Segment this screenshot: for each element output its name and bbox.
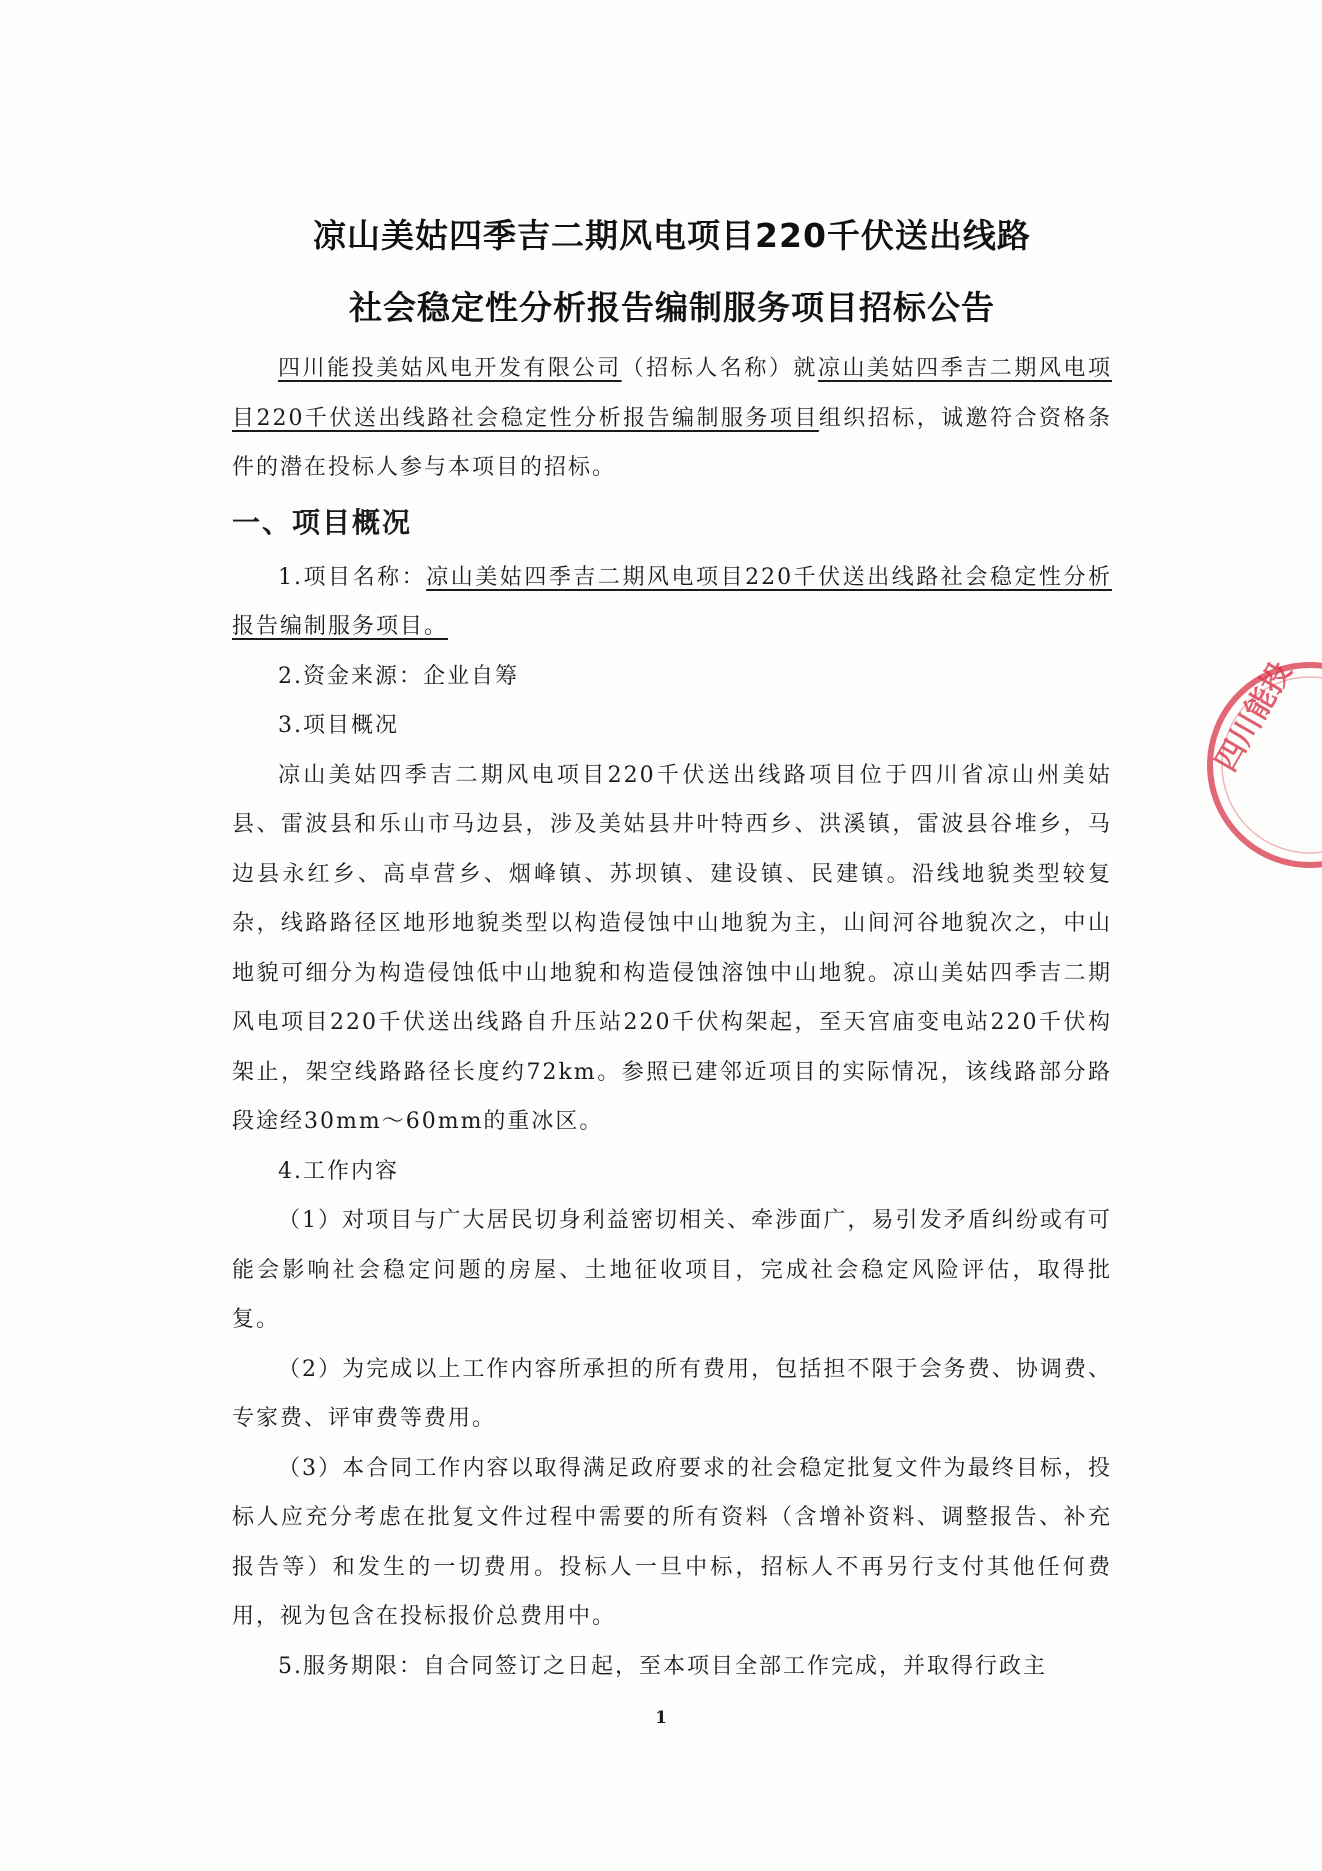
item-service-period: 5.服务期限：自合同签订之日起，至本项目全部工作完成，并取得行政主 bbox=[278, 1653, 1047, 1679]
document-title bbox=[232, 200, 1112, 344]
document-body bbox=[232, 200, 1112, 1691]
work-content-point-1: （1）对项目与广大居民切身利益密切相关、牵涉面广，易引发矛盾纠纷或有可能会影响社会稳定问题的房屋、土地征收项目，完成社会稳定风险评估，取得批复。 bbox=[232, 1208, 1112, 1332]
work-content-point-3: （3）本合同工作内容以取得满足政府要求的社会稳定批复文件为最终目标，投标人应充分考虑在批复文件过程中需要的所有资料（含增补资料、调整报告、补充报告等）和发生的一切费用。投标人一旦中标，招标人不再另行支付其他任何费用，视为包含在投标报价总费用中。 bbox=[232, 1455, 1112, 1629]
item-project-name bbox=[232, 553, 1112, 652]
item1-value: 凉山美姑四季吉二期风电项目220千伏送出线路社会稳定性分析报告编制服务项目。 bbox=[232, 564, 1112, 639]
company-seal bbox=[1200, 655, 1322, 875]
seal-text: 四川能投 bbox=[1208, 656, 1299, 778]
work-content-point-2: （2）为完成以上工作内容所承担的所有费用，包括担不限于会务费、协调费、专家费、评审费等费用。 bbox=[232, 1356, 1112, 1431]
intro-project-name: 凉山美姑四季吉二期风电项目220千伏送出线路社会稳定性分析报告编制服务项目 bbox=[232, 356, 1112, 431]
item1-label: 1.项目名称： bbox=[278, 564, 427, 590]
tenderer-name: 四川能投美姑风电开发有限公司 bbox=[278, 356, 622, 381]
item-overview-body: 凉山美姑四季吉二期风电项目220千伏送出线路项目位于四川省凉山州美姑县、雷波县和乐山市马边县，涉及美姑县井叶特西乡、洪溪镇，雷波县谷堆乡，马边县永红乡、高卓营乡、烟峰镇、苏坝镇、建设镇、民建镇。沿线地貌类型较复杂，线路路径区地形地貌类型以构造侵蚀中山地貌为主，山间河谷地貌次之，中山地貌可细分为构造侵蚀低中山地貌和构造侵蚀溶蚀中山地貌。凉山美姑四季吉二期风电项目220千伏送出线路自升压站220千伏构架起，至天宫庙变电站220千伏构架止，架空线路路径长度约72km。参照已建邻近项目的实际情况，该线路部分路段途经30mm～60mm的重冰区。 bbox=[232, 762, 1112, 1134]
title-line-1: 凉山美姑四季吉二期风电项目220千伏送出线路 bbox=[313, 216, 1031, 255]
intro-paragraph bbox=[232, 344, 1112, 493]
item-overview-label: 3.项目概况 bbox=[278, 713, 399, 738]
section-heading-overview: 一、项目概况 bbox=[232, 505, 413, 539]
intro-tail: 组织招标，诚邀符合资格条件的潜在投标人参与本项目的招标。 bbox=[232, 405, 1112, 480]
title-line-2: 社会稳定性分析报告编制服务项目招标公告 bbox=[349, 288, 995, 327]
item-work-content-label: 4.工作内容 bbox=[278, 1158, 399, 1184]
tenderer-label: （招标人名称）就 bbox=[621, 356, 818, 381]
item-fund-source: 2.资金来源：企业自筹 bbox=[278, 663, 519, 689]
page-number: 1 bbox=[655, 1708, 667, 1728]
